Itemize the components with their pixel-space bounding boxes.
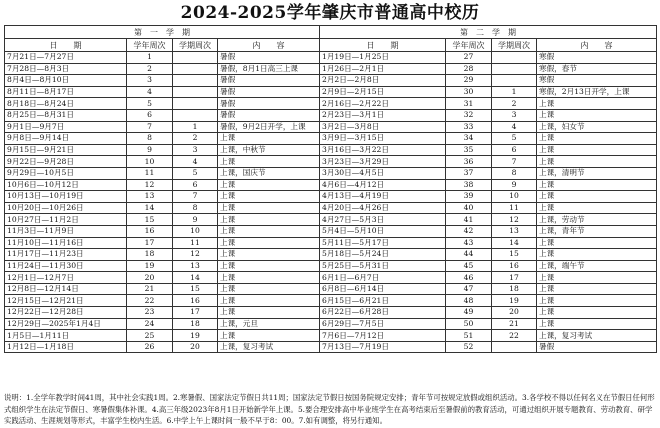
date-cell: 9月15日—9月21日 — [5, 144, 127, 156]
school-week-cell: 49 — [446, 307, 492, 319]
date-cell: 6月1日—6月7日 — [320, 272, 446, 284]
date-cell: 11月10日—11月16日 — [5, 237, 127, 249]
school-week-cell: 44 — [446, 249, 492, 261]
date-cell: 2月9日—2月15日 — [320, 86, 446, 98]
term-week-cell: 13 — [173, 260, 218, 272]
content-cell: 上课，劳动节 — [537, 214, 657, 226]
school-week-cell: 14 — [127, 202, 173, 214]
content-cell: 上课 — [218, 249, 320, 261]
term-week-cell: 6 — [173, 179, 218, 191]
term-week-cell — [173, 63, 218, 75]
date-cell: 10月6日—10月12日 — [5, 179, 127, 191]
term-week-cell: 4 — [492, 121, 537, 133]
date-cell: 10月27日—11月2日 — [5, 214, 127, 226]
school-week-cell: 32 — [446, 109, 492, 121]
school-week-cell: 16 — [127, 225, 173, 237]
term-week-cell: 7 — [173, 191, 218, 203]
table-row — [5, 225, 657, 237]
school-week-cell: 11 — [127, 167, 173, 179]
content-cell: 上课 — [537, 272, 657, 284]
date-cell: 5月4日—5月10日 — [320, 225, 446, 237]
date-cell: 12月22日—12月28日 — [5, 307, 127, 319]
content-cell: 上课 — [537, 133, 657, 145]
date-cell: 9月8日—9月14日 — [5, 133, 127, 145]
content-cell: 上课 — [537, 179, 657, 191]
content-cell: 上课 — [218, 156, 320, 168]
date-cell: 6月22日—6月28日 — [320, 307, 446, 319]
content-cell: 上课 — [218, 307, 320, 319]
school-week-cell: 22 — [127, 295, 173, 307]
term-week-cell: 4 — [173, 156, 218, 168]
date-cell: 8月25日—8月31日 — [5, 109, 127, 121]
term-week-cell — [173, 52, 218, 64]
date-cell: 3月16日—3月22日 — [320, 144, 446, 156]
date-cell: 7月6日—7月12日 — [320, 330, 446, 342]
content-cell: 暑假 — [537, 341, 657, 353]
term-week-cell: 19 — [492, 295, 537, 307]
content-cell: 上课 — [218, 330, 320, 342]
date-cell: 8月11日—8月17日 — [5, 86, 127, 98]
school-week-cell: 20 — [127, 272, 173, 284]
table-row — [5, 179, 657, 191]
content-cell: 上课 — [537, 144, 657, 156]
term-week-cell: 20 — [492, 307, 537, 319]
date-cell: 2月23日—3月1日 — [320, 109, 446, 121]
col-header-school-week: 学年周次 — [127, 39, 173, 52]
school-week-cell: 15 — [127, 214, 173, 226]
content-cell: 上课 — [218, 191, 320, 203]
table-row — [5, 109, 657, 121]
content-cell: 上课 — [537, 295, 657, 307]
school-week-cell: 36 — [446, 156, 492, 168]
table-row — [5, 318, 657, 330]
date-cell: 12月15日—12月21日 — [5, 295, 127, 307]
date-cell: 7月28日—8月3日 — [5, 63, 127, 75]
school-week-cell: 2 — [127, 63, 173, 75]
term-week-cell: 18 — [492, 283, 537, 295]
school-week-cell: 9 — [127, 144, 173, 156]
table-row — [5, 52, 657, 64]
term-week-cell: 14 — [492, 237, 537, 249]
content-cell: 上课 — [537, 191, 657, 203]
date-cell: 10月20日—10月26日 — [5, 202, 127, 214]
term-week-cell: 8 — [492, 167, 537, 179]
term-week-cell: 14 — [173, 272, 218, 284]
table-row — [5, 191, 657, 203]
school-week-cell: 43 — [446, 237, 492, 249]
content-cell: 上课 — [218, 272, 320, 284]
school-week-cell: 47 — [446, 283, 492, 295]
content-cell: 上课，复习考试 — [537, 330, 657, 342]
col-header-term-week: 学期周次 — [173, 39, 218, 52]
date-cell: 5月11日—5月17日 — [320, 237, 446, 249]
table-row — [5, 144, 657, 156]
content-cell: 上课，复习考试 — [218, 341, 320, 353]
content-cell: 上课 — [537, 202, 657, 214]
content-cell: 暑假，9月2日开学，上课 — [218, 121, 320, 133]
term-week-cell — [492, 63, 537, 75]
content-cell: 上课，妇女节 — [537, 121, 657, 133]
school-week-cell: 28 — [446, 63, 492, 75]
date-cell: 7月13日—7月19日 — [320, 341, 446, 353]
date-cell: 1月5日—1月11日 — [5, 330, 127, 342]
content-cell: 上课 — [218, 237, 320, 249]
date-cell: 2月2日—2月8日 — [320, 75, 446, 87]
col-header-date: 日 期 — [320, 39, 446, 52]
school-week-cell: 13 — [127, 191, 173, 203]
content-cell: 上课 — [537, 109, 657, 121]
term-week-cell: 13 — [492, 225, 537, 237]
table-row — [5, 283, 657, 295]
school-week-cell: 26 — [127, 341, 173, 353]
table-row — [5, 86, 657, 98]
school-week-cell: 38 — [446, 179, 492, 191]
school-week-cell: 12 — [127, 179, 173, 191]
date-cell: 6月8日—6月14日 — [320, 283, 446, 295]
content-cell: 暑假 — [218, 86, 320, 98]
table-row — [5, 307, 657, 319]
school-week-cell: 8 — [127, 133, 173, 145]
date-cell: 6月29日—7月5日 — [320, 318, 446, 330]
table-row — [5, 133, 657, 145]
table-row — [5, 237, 657, 249]
content-cell: 上课，中秋节 — [218, 144, 320, 156]
date-cell: 11月3日—11月9日 — [5, 225, 127, 237]
date-cell: 4月13日—4月19日 — [320, 191, 446, 203]
content-cell: 上课 — [218, 179, 320, 191]
date-cell: 1月12日—1月18日 — [5, 341, 127, 353]
term-week-cell: 1 — [173, 121, 218, 133]
school-week-cell: 30 — [446, 86, 492, 98]
term-week-cell: 22 — [492, 330, 537, 342]
table-row — [5, 249, 657, 261]
term-week-cell: 5 — [173, 167, 218, 179]
date-cell: 11月17日—11月23日 — [5, 249, 127, 261]
col-header-content: 内 容 — [218, 39, 320, 52]
date-cell: 7月21日—7月27日 — [5, 52, 127, 64]
term-week-cell: 15 — [173, 283, 218, 295]
table-row — [5, 202, 657, 214]
term-week-cell: 10 — [492, 191, 537, 203]
school-week-cell: 7 — [127, 121, 173, 133]
term-week-cell: 12 — [173, 249, 218, 261]
content-cell: 上课，青年节 — [537, 225, 657, 237]
date-cell: 8月18日—8月24日 — [5, 98, 127, 110]
school-week-cell: 23 — [127, 307, 173, 319]
table-row — [5, 214, 657, 226]
col-header-content: 内 容 — [537, 39, 657, 52]
term-week-cell: 17 — [173, 307, 218, 319]
term-week-cell: 2 — [492, 98, 537, 110]
term-week-cell — [173, 75, 218, 87]
date-cell: 12月1日—12月7日 — [5, 272, 127, 284]
content-cell: 上课 — [537, 283, 657, 295]
column-header-row — [5, 39, 657, 52]
date-cell: 2月16日—2月22日 — [320, 98, 446, 110]
content-cell: 寒假 — [537, 75, 657, 87]
calendar-table — [4, 25, 657, 353]
term-week-cell: 12 — [492, 214, 537, 226]
date-cell: 3月23日—3月29日 — [320, 156, 446, 168]
content-cell: 上课 — [218, 214, 320, 226]
school-week-cell: 40 — [446, 202, 492, 214]
date-cell: 8月4日—8月10日 — [5, 75, 127, 87]
table-row — [5, 295, 657, 307]
school-week-cell: 31 — [446, 98, 492, 110]
school-week-cell: 5 — [127, 98, 173, 110]
table-row — [5, 272, 657, 284]
table-row — [5, 167, 657, 179]
term-week-cell: 20 — [173, 341, 218, 353]
school-week-cell: 18 — [127, 249, 173, 261]
school-week-cell: 34 — [446, 133, 492, 145]
term-week-cell: 9 — [492, 179, 537, 191]
term-week-cell: 18 — [173, 318, 218, 330]
content-cell: 上课 — [218, 295, 320, 307]
school-week-cell: 48 — [446, 295, 492, 307]
content-cell: 上课 — [218, 225, 320, 237]
content-cell: 上课 — [218, 202, 320, 214]
date-cell: 9月29日—10月5日 — [5, 167, 127, 179]
school-week-cell: 21 — [127, 283, 173, 295]
notes: 说明：1.全学年教学时间41周，其中社会实践1周。2.寒暑假、国家法定节假日共11周；国家法定节假日按国务院规定安排；青年节可按规定放假或组织活动。3.各学校不得以任何名义在节假日任何形式组织学生在法定节假日、寒暑假集体补课。4.高三年级2023年8月1日开始新学年上课。5.要合理安排高中毕业班学生在高考结束后至暑假前的教育活动，可通过组织开展专题教育、劳动教育、研学实践活动、生涯规划等形式，丰富学生校内生活。6.中学上午上课时间一般不早于8：00。7.如有调整，将另行通知。 — [4, 393, 655, 425]
semester-2-header: 第 二 学 期 — [320, 26, 657, 39]
school-week-cell: 50 — [446, 318, 492, 330]
content-cell: 上课，国庆节 — [218, 167, 320, 179]
school-week-cell: 35 — [446, 144, 492, 156]
table-row — [5, 156, 657, 168]
school-week-cell: 25 — [127, 330, 173, 342]
term-week-cell: 16 — [173, 295, 218, 307]
date-cell: 12月8日—12月14日 — [5, 283, 127, 295]
content-cell: 上课 — [218, 133, 320, 145]
content-cell: 上课 — [537, 237, 657, 249]
term-week-cell: 11 — [173, 237, 218, 249]
term-week-cell — [492, 341, 537, 353]
date-cell: 3月2日—3月8日 — [320, 121, 446, 133]
semester-1-header: 第 一 学 期 — [5, 26, 320, 39]
term-week-cell: 21 — [492, 318, 537, 330]
table-row — [5, 98, 657, 110]
school-week-cell: 6 — [127, 109, 173, 121]
content-cell: 上课 — [537, 98, 657, 110]
term-week-cell: 11 — [492, 202, 537, 214]
content-cell: 暑假，8月1日高三上课 — [218, 63, 320, 75]
school-week-cell: 29 — [446, 75, 492, 87]
content-cell: 上课 — [537, 307, 657, 319]
date-cell: 4月27日—5月3日 — [320, 214, 446, 226]
date-cell: 3月9日—3月15日 — [320, 133, 446, 145]
school-week-cell: 51 — [446, 330, 492, 342]
school-week-cell: 17 — [127, 237, 173, 249]
table-row — [5, 75, 657, 87]
date-cell: 1月19日—1月25日 — [320, 52, 446, 64]
content-cell: 上课 — [218, 260, 320, 272]
col-header-date: 日 期 — [5, 39, 127, 52]
school-week-cell: 45 — [446, 260, 492, 272]
content-cell: 暑假 — [218, 109, 320, 121]
content-cell: 暑假 — [218, 52, 320, 64]
term-week-cell: 17 — [492, 272, 537, 284]
term-week-cell: 16 — [492, 260, 537, 272]
term-week-cell: 3 — [492, 109, 537, 121]
school-week-cell: 42 — [446, 225, 492, 237]
term-week-cell: 6 — [492, 144, 537, 156]
school-week-cell: 33 — [446, 121, 492, 133]
content-cell: 寒假 — [537, 52, 657, 64]
term-week-cell: 2 — [173, 133, 218, 145]
content-cell: 暑假 — [218, 75, 320, 87]
term-week-cell — [173, 86, 218, 98]
date-cell: 5月18日—5月24日 — [320, 249, 446, 261]
school-week-cell: 10 — [127, 156, 173, 168]
semester-header-row — [5, 26, 657, 39]
content-cell: 寒假，2月13日开学，上课 — [537, 86, 657, 98]
school-week-cell: 41 — [446, 214, 492, 226]
date-cell: 5月25日—5月31日 — [320, 260, 446, 272]
term-week-cell: 1 — [492, 86, 537, 98]
date-cell: 9月1日—9月7日 — [5, 121, 127, 133]
term-week-cell: 9 — [173, 214, 218, 226]
term-week-cell: 7 — [492, 156, 537, 168]
term-week-cell — [173, 98, 218, 110]
school-week-cell: 46 — [446, 272, 492, 284]
table-row — [5, 341, 657, 353]
term-week-cell: 10 — [173, 225, 218, 237]
term-week-cell — [492, 75, 537, 87]
term-week-cell — [173, 109, 218, 121]
term-week-cell: 15 — [492, 249, 537, 261]
content-cell: 上课 — [537, 156, 657, 168]
term-week-cell: 8 — [173, 202, 218, 214]
table-row — [5, 63, 657, 75]
school-week-cell: 1 — [127, 52, 173, 64]
page-title: 2024-2025学年肇庆市普通高中校历 — [180, 3, 480, 23]
table-row — [5, 330, 657, 342]
school-week-cell: 24 — [127, 318, 173, 330]
date-cell: 9月22日—9月28日 — [5, 156, 127, 168]
date-cell: 3月30日—4月5日 — [320, 167, 446, 179]
term-week-cell — [492, 52, 537, 64]
content-cell: 上课 — [218, 283, 320, 295]
date-cell: 11月24日—11月30日 — [5, 260, 127, 272]
content-cell: 上课，元旦 — [218, 318, 320, 330]
school-week-cell: 19 — [127, 260, 173, 272]
date-cell: 4月20日—4月26日 — [320, 202, 446, 214]
school-week-cell: 39 — [446, 191, 492, 203]
school-week-cell: 27 — [446, 52, 492, 64]
content-cell: 寒假，春节 — [537, 63, 657, 75]
term-week-cell: 3 — [173, 144, 218, 156]
col-header-term-week: 学期周次 — [492, 39, 537, 52]
date-cell: 10月13日—10月19日 — [5, 191, 127, 203]
date-cell: 12月29日—2025年1月4日 — [5, 318, 127, 330]
content-cell: 上课 — [537, 249, 657, 261]
content-cell: 上课，端午节 — [537, 260, 657, 272]
school-week-cell: 37 — [446, 167, 492, 179]
content-cell: 上课，清明节 — [537, 167, 657, 179]
content-cell: 暑假 — [218, 98, 320, 110]
date-cell: 6月15日—6月21日 — [320, 295, 446, 307]
term-week-cell: 5 — [492, 133, 537, 145]
col-header-school-week: 学年周次 — [446, 39, 492, 52]
school-week-cell: 52 — [446, 341, 492, 353]
term-week-cell: 19 — [173, 330, 218, 342]
date-cell: 4月6日—4月12日 — [320, 179, 446, 191]
table-row — [5, 260, 657, 272]
table-row — [5, 121, 657, 133]
school-week-cell: 4 — [127, 86, 173, 98]
date-cell: 1月26日—2月1日 — [320, 63, 446, 75]
school-week-cell: 3 — [127, 75, 173, 87]
content-cell: 上课 — [537, 318, 657, 330]
